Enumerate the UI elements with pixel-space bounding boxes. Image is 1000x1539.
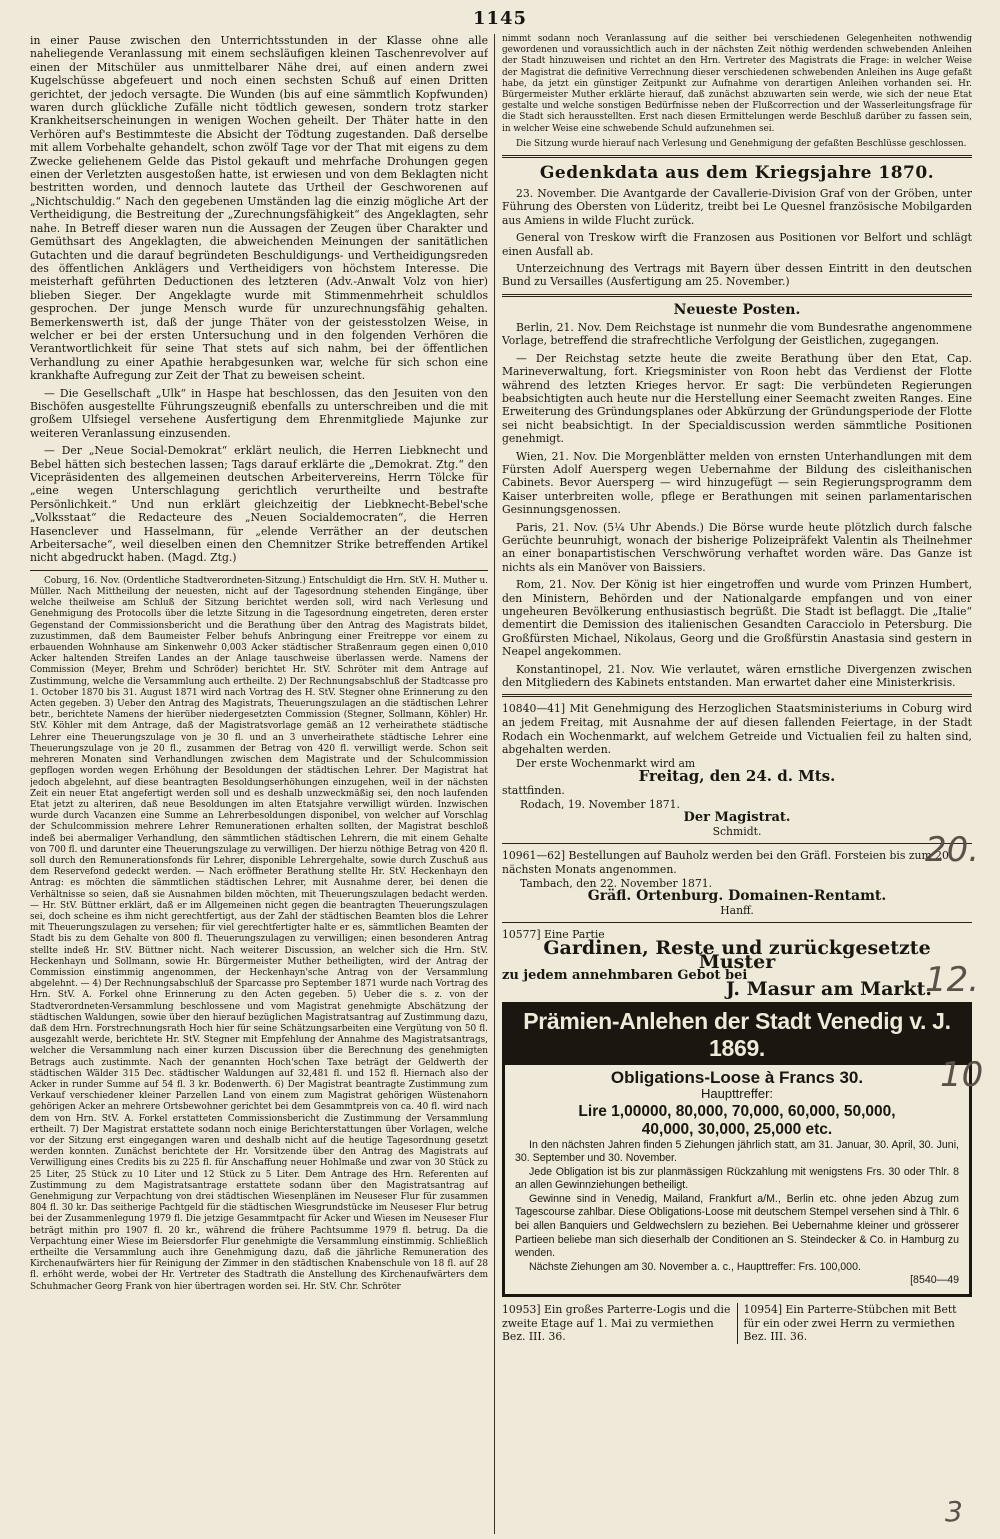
ad-text: 10840—41] Mit Genehmigung des Herzoglichen Staatsministeriums in Coburg wird an jedem Freitag, mit Ausnahme der auf diesen fallenden Feiertage, in der Stadt Rodach ein Wochenmarkt, auf welchem Getreide und Victualien feil zu halten sind, abgehalten werden. bbox=[502, 702, 972, 757]
news-konstantinopel: Konstantinopel, 21. Nov. Wie verlautet, wären ernstliche Divergenzen zwischen den Mitgliedern des Kabinets entstanden. Man erwartet daher eine Ministerkrisis. bbox=[502, 662, 972, 690]
ads-rooms bbox=[502, 1303, 972, 1344]
ad-text: 10577] Eine Partie bbox=[502, 928, 605, 942]
ad-parterre-logis: 10953] Ein großes Parterre-Logis und die zweite Etage auf 1. Mai zu vermiethen Bez. III. 36. bbox=[502, 1303, 731, 1344]
ad-signature-name: Hanff. bbox=[720, 903, 754, 917]
lottery-prizes-label: Haupttreffer: bbox=[700, 1085, 774, 1101]
article-trial: in einer Pause zwischen den Unterrichtsstunden in der Klasse ohne alle naheliegende Veranlassung mit einem sechsläufigen kleinen Taschenrevolver auf einen der Mitschüler aus unmittelbarer Nähe drei, auf einen andern zwei Kugelschüsse abgefeuert und noch einen sechsten Schuß auf einen Dritten gerichtet, der jedoch versagte. Die Wunden (bis auf eine sämmtlich Kopfwunden) waren durch glückliche Zufälle nicht tödtlich gewesen, sondern trotz starker Krankheitserscheinungen in wenigen Wochen geheilt. Der Thäter hatte in den Verhören auf's Bestimmteste die Absicht der Tödtung zugestanden. Daß derselbe mit allem Vorbehalte gehandelt, schon zwölf Tage vor der That mit eigens zu dem Zwecke geliehenem Gelde das Pistol gekauft und mehrfache Drohungen gegen einen der Verletzten ausgestoßen hatte, ist erwiesen und von dem Beklagten nicht bestritten worden, und dennoch lautete das Urtheil der Geschworenen auf „Nichtschuldig.“ Nach den gegebenen Umständen lag die einzig mögliche Art der Vertheidigung, die Bestreitung der „Zurechnungsfähigkeit“ des Angeklagten, sehr nahe. In Betreff dieser waren nun die Aussagen der Zeugen über Charakter und Gemüthsart des Angeklagten, die abweichenden Meinungen der sanitätlichen Gutachten und die darauf begründeten Beschuldigungs- und Vertheidigungsreden des öffentlichen Anklägers und Vertheidigers von höchstem Interesse. Die meisterhaft geführten Deductionen des letzteren (Adv.-Anwalt Volz von hier) blieben Sieger. Der Angeklagte wurde mit Stimmenmehrheit schuldlos gesprochen. Der junge Mensch wurde für unzurechnungsfähig gehalten. Bemerkenswerth ist, daß der junge Thäter von der geistesstolzen Weise, in welcher er bei der ersten Untersuchung und in den folgenden Verhören die Verantwortlichkeit für seine That stets auf sich nahm, bei der öffentlichen Verhandlung zu einer Apathie herabgesunken war, welche für sich schon eine krankhafte Aufregung zur Zeit der That zu beweisen scheint. bbox=[30, 34, 488, 383]
ad-headline: Gardinen, Reste und zurückgesetzte Muster bbox=[543, 936, 931, 973]
ad-venedig-lottery bbox=[502, 1002, 972, 1297]
news-wien: Wien, 21. Nov. Die Morgenblätter melden von ernsten Unterhandlungen mit dem Fürsten Adolf Auersperg wegen Uebernahme der Bildung des cisleithanischen Cabinets. Bevor Auersperg — wird hinzugefügt — sein Regierungsprogramm dem Kaiser unterbreiten wolle, pflege er Berathungen mit seinen parlamentarischen Gesinnungsgenossen. bbox=[502, 449, 972, 517]
ad-signature: Gräfl. Ortenburg. Domainen-Rentamt. bbox=[587, 888, 887, 905]
page-number: 1145 bbox=[472, 8, 528, 29]
section-rule bbox=[502, 843, 972, 844]
ad-text: Der erste Wochenmarkt wird am bbox=[516, 756, 696, 770]
ad-place: Rodach, 19. November 1871. bbox=[520, 797, 680, 811]
ad-parterre-stuebchen: 10954] Ein Parterre-Stübchen mit Bett für ein oder zwei Herrn zu vermiethen Bez. III. 36. bbox=[737, 1303, 973, 1344]
section-rule bbox=[502, 922, 972, 923]
column-divider bbox=[494, 34, 495, 1534]
lottery-text: In den nächsten Jahren finden 5 Ziehungen jährlich statt, am 31. Januar, 30. April, 30. Juni, 30. September und 30. November. bbox=[515, 1138, 959, 1165]
news-reichstag: — Der Reichstag setzte heute die zweite Berathung über den Etat, Cap. Marineverwaltung, fort. Kriegsminister von Roon hebt das Verdienst der Flotte während des letzten Krieges hervor. Er sagt: Die verbündeten Regierungen beabsichtigten auch heute nur die Herstellung einer Seemacht zweiten Ranges. Eine Erweiterung des Gründungsplanes oder Abkürzung der Gründungsperiode der Flotte sei nicht beabsichtigt. In der Specialdiscussion werden sämmtliche Positionen genehmigt. bbox=[502, 351, 972, 446]
article-coburg-continued: nimmt sodann noch Veranlassung auf die seither bei verschiedenen Gelegenheiten nothwendig gewordenen und voraussichtlich auch in der nächsten Zeit nöthig werdenden schwebenden Anleihen der Stadt hinzuweisen und richtet an den Hrn. Vertreter des Magistrats die Frage: in welcher Weise der Magistrat die definitive Verrechnung dieser verschiedenen schwebenden Anleihen ins Auge gefaßt habe, da jetzt ein günstiger Zeitpunkt zur Aufnahme von derartigen Anleihen vorhanden sei. Hr. Bürgermeister Muther erklärte hierauf, daß zunächst abzuwarten sein werde, wie sich der neue Etat gestalte und welche sonstigen Bedürfnisse neben der Flußcorrection und der Wasserleitungsfrage für die Stadt sich herausstellten. Erst nach diesen Ermittelungen werde Beschluß darüber zu fassen sein, in welcher Weise eine schwebende Schuld aufzunehmen sei. bbox=[502, 34, 972, 134]
ad-bauholz bbox=[502, 849, 972, 917]
handwritten-note: 12. bbox=[925, 960, 980, 1000]
lottery-prizes: 40,000, 30,000, 25,000 etc. bbox=[641, 1120, 833, 1138]
section-rule bbox=[502, 294, 972, 297]
news-paris: Paris, 21. Nov. (5¼ Uhr Abends.) Die Börse wurde heute plötzlich durch falsche Gerüchte beunruhigt, wonach der bisherige Polizeipräfekt Valentin als Theilnehmer an einer bonapartistischen Verschwörung verhaftet worden wäre. Das Ganze ist nichts als ein Manöver von Baissiers. bbox=[502, 520, 972, 574]
news-rom: Rom, 21. Nov. Der König ist hier eingetroffen und wurde vom Prinzen Humbert, den Ministern, Behörden und der Nationalgarde empfangen und von einer ungeheuren Bevölkerung enthusiastisch begrüßt. Die Stadt ist beflaggt. Die „Italie“ dementirt die Demission des italienischen Gesandten Caracciolo in Petersburg. Die Großfürsten Michael, Nikolaus, Georg und die Großfürstin Anastasia sind gestern in Neapel angekommen. bbox=[502, 578, 972, 659]
lottery-text: Jede Obligation ist bis zur planmässigen Rückzahlung mit wenigstens Frs. 30 oder Thlr. 8 an allen Gewinnziehungen betheiligt. bbox=[515, 1165, 959, 1192]
article-coburg-closing: Die Sitzung wurde hierauf nach Verlesung und Genehmigung der gefaßten Beschlüsse geschlossen. bbox=[516, 138, 967, 149]
ad-signature-name: Schmidt. bbox=[712, 824, 762, 838]
lottery-text: Gewinne sind in Venedig, Mailand, Frankfurt a/M., Berlin etc. ohne jeden Abzug zum Tagescourse zahlbar. Diese Obligations-Loose mit deutschem Stempel versehen sind à Thlr. 6 bei allen Banquiers und Geldwechslern zu beziehen. Bei Uebernahme kleiner und grösserer Partieen beliebe man sich dieserhalb der Conditionen an S. Steindecker & Co. in Hamburg zu wenden. bbox=[515, 1192, 959, 1260]
lottery-prizes: Lire 1,00000, 80,000, 70,000, 60,000, 50,000, bbox=[578, 1102, 896, 1120]
ad-signature: Der Magistrat. bbox=[683, 810, 791, 826]
ad-gardinen bbox=[502, 928, 972, 1000]
handwritten-note: 3 bbox=[945, 1495, 963, 1528]
section-rule bbox=[502, 694, 972, 697]
ad-text: zu jedem annehmbaren Gebot bei bbox=[502, 968, 748, 984]
heading-gedenkdata: Gedenkdata aus dem Kriegsjahre 1870. bbox=[539, 163, 935, 184]
left-column bbox=[30, 34, 488, 1534]
section-rule bbox=[30, 570, 488, 571]
ad-text: 10961—62] Bestellungen auf Bauholz werden bei den Gräfl. Forsteien bis zum 20. nächsten Monats angenommen. bbox=[502, 849, 953, 876]
lottery-subtitle: Obligations-Loose à Francs 30. bbox=[610, 1068, 864, 1088]
gedenk-entry: 23. November. Die Avantgarde der Cavallerie-Division Graf von der Gröben, unter Führung des Obersten von Lüderitz, treibt bei Le Quesnel französische Mobilgarden aus Amiens in wilde Flucht zurück. bbox=[502, 187, 972, 227]
lottery-ref: [8540—49 bbox=[910, 1274, 959, 1287]
ad-rodach-market bbox=[502, 702, 972, 838]
ad-date: Freitag, den 24. d. Mts. bbox=[638, 767, 836, 786]
lottery-text: Nächste Ziehungen am 30. November a. c., Haupttreffer: Frs. 100,000. bbox=[529, 1260, 861, 1273]
gedenk-entry: Unterzeichnung des Vertrags mit Bayern über dessen Eintritt in den deutschen Bund zu Versailles (Ausfertigung am 25. November.) bbox=[502, 262, 972, 289]
ad-text: stattfinden. bbox=[502, 784, 565, 797]
news-berlin: Berlin, 21. Nov. Dem Reichstage ist nunmehr die vom Bundesrathe angenommene Vorlage, betreffend die strafrechtliche Verfolgung der Geistlichen, zugegangen. bbox=[502, 320, 972, 348]
article-coburg-council: Coburg, 16. Nov. (Ordentliche Stadtverordneten-Sitzung.) Entschuldigt die Hrn. StV. H. Muther u. Müller. Nach Mittheilung der neuesten, nicht auf der Tagesordnung stehenden Eingänge, über welche theilweise am Schluß der Sitzung berichtet werden soll, wird nach Verlesung und Genehmigung des Protocolls über die letzte Sitzung in die Tagesordnung eingetreten, deren erster Gegenstand der Commissionsbericht und die Berathung über den Antrag des Magistrats bildet, zuzustimmen, daß dem Baumeister Felber behufs Anbringung einer Freitreppe vor einem zu erbauenden Wohnhause am Sinkenwehr 0,003 Acker städtischer Straßenraum gegen einen 0,010 Acker haltenden Streifen Landes an der Anlage tauschweise überlassen werde. Namens der Commission (Meyer, Brehm und Schröder) berichtet Hr. StV. Schröter mit dem Antrage auf Zustimmung, welche die Versammlung auch ertheilte. 2) Der Rechnungsabschluß der Stadtcasse pro 1. October 1870 bis 31. August 1871 wird nach Vortrag des H. StV. Stegner ohne Erinnerung zu den Acten gegeben. 3) Ueber den Antrag des Magistrats, Theuerungszulagen an die städtischen Lehrer betr., berichtete Namens der hierüber niedergesetzten Commission (Stegner, Sollmann, Köhler) Hr. StV. Köhler mit dem Antrage, daß der Magistratsvorlage gemäß an 12 verheirathete städtische Lehrer eine Theuerungszulage von je 30 fl. und an 3 unverheirathete städtische Lehrer eine Theuerungszulage von je 20 fl., zusammen der Betrag von 420 fl. verwilligt werde. Schon seit mehreren Monaten sind Verhandlungen zwischen dem Magistrate und der Schulcommission gepflogen worden wegen Erhöhung der Besoldungen der städtischen Lehrer. Der Magistrat hat jedoch abgelehnt, auf diese beantragten Besoldungserhöhungen einzugehen, weil in der nächsten Zeit ein neuer Etat angefertigt werden soll und es deshalb unzweckmäßig sei, den noch laufenden Etat jetzt zu alteriren, daß neue Besoldungen im alten Etatsjahre verwilligt würden. Inzwischen wurde durch Vacanzen eine Summe an Lehrerbesoldungen disponibel, von welcher auf Vorschlag der Schulcommission mehrere Lehrer Remunerationen erhalten sollten, der Magistrat beschloß indeß bei abermaliger Verhandlung, den sämmtlichen städtischen Lehrern, die mit einem Gehalte von 700 fl. und darunter eine Theuerungszulage zu verwilligen. Der hierzu nöthige Betrag von 420 fl. soll durch den Remunerationsfonds für Lehrer, disponible Lehrergehalte, sowie durch Zuschuß aus dem Reservefond gedeckt werden. — Nach eröffneter Berathung stellte Hr. StV. Heckenhayn den Antrag: es möchten die sämmtlichen städtischen Lehrer, mit Ausnahme derer, bei denen die Verhältnisse so seien, daß sie Ausnahmen bilden möchten, mit Theuerungszulagen bedacht werden. — Hr. StV. Büttner erklärt, daß er im Allgemeinen nicht gegen die beantragten Theuerungszulagen sei, doch scheine es ihm nicht gerechtfertigt, aus der Zahl der städtischen Beamten blos die Lehrer mit Theuerungszulagen zu versehen; für viel gerechtfertigter halte er es, sämmtlichen Beamten der Stadt bis zu dem Gehalte von 800 fl. Theuerungszulagen zu verwilligen; einen besonderen Antrag stellte indeß Hr. StV. Büttner nicht. Nach weiterer Discussion, an welcher sich die Hrn. StV. Heckenhayn und Sollmann, sowie Hr. Bürgermeister Muther betheiligten, wird der Antrag der Commission einstimmig angenommen, der Heckenhayn'sche Antrag von der Versammlung abgelehnt. — 4) Der Rechnungsabschluß der Sparcasse pro September 1871 wurde nach Vortrag des Hrn. StV. A. Forkel ohne Erinnerung zu den Acten gegeben. 5) Ueber die s. z. von der Stadtverordneten-Versammlung beschlossene und vom Magistrat genehmigte Abschätzung der städtischen Waldungen, sowie über den hierauf bezüglichen Magistratsantrag auf Zustimmung dazu, daß dem Hrn. Forstrechnungsrath Hoch hier für seine Schätzungsarbeiten eine Vergütung von 50 fl. ausgezahlt werde, berichtete Hr. StV. Stegner mit Empfehlung der Annahme des Magistratsantrags, welcher die Versammlung nach einer kurzen Discussion über die Berechnung des genehmigten Betrags auch zustimmte. Nach der genannten Hoch'schen Taxe beträgt der Geldwerth der städtischen Wälder 315 Dec. städtischer Waldungen auf 32,481 fl. und 152 fl. Hiernach also der Acker in runder Summe auf 54 fl. 3 kr. Bodenwerth. 6) Der Magistrat beantragte Zustimmung zum Verkauf verschiedener kleiner Parzellen Land von einem zum Magistrat gehörigen Wüstenahorn gehörigen Acker an mehrere Ortsbewohner gerichtet bei dem Gesammtpreis von ca. 40 fl. wird nach dem von Hrn. StV. A. Forkel erstatteten Commissionsbericht die Zustimmung der Versammlung ertheilt. 7) Der Magistrat erstattete sodann noch einige Berichterstattungen über Vorlagen, welche vor der Sitzung erst eingegangen waren und deshalb nicht auf die heutige Tagesordnung gesetzt werden konnten. Zunächst berichtete der Hr. Vorsitzende über den Antrag des Magistrats auf Verwilligung eines Credits bis zu 225 fl. für Anschaffung neuer Hohlmaße und zwar von 30 Stück zu 25 Liter, 25 Stück zu 10 Liter und 12 Stück zu 5 Liter. Dem Antrage des Hrn. Referenten auf Zustimmung zu dem Magistratsantrage erstattete sodann über den Magistratsantrag auf Genehmigung zur Verpachtung von drei städtischen Wiesenplänen im Neuseser Flur für zusammen 804 fl. 30 kr. Das seitherige Pachtgeld für die städtischen Wiesgrundstücke im Neuseser Flur betrug bei der Zusammenlegung 1979 fl. Die jetzige Gesammtpacht für Acker und Wiesen im Neuseser Flur beträgt mithin pro 1907 fl. 20 kr., während die frühere Pachtsumme 1979 fl. betrug. Da die Verpachtung einer Wiese im Beiersdorfer Flur genehmigte die Versammlung einstimmig. Schließlich ertheilte die Versammlung auch ihre Genehmigung dazu, daß die jährliche Remuneration des Kirchenaufwärters hier für Reinigung der Zimmer in den städtischen Knabenschule von 18 fl. auf 28 fl. erhöht werde, wobei der Hr. Vertreter des Stadtrath die Anstellung des Kirchenaufwärters dem Schuhmacher Georg Frank von hier übertragen worden sei. Hr. StV. Chr. Schröter bbox=[30, 575, 488, 1292]
gedenk-entry: General von Treskow wirft die Franzosen aus Positionen vor Belfort und schlägt einen Ausfall ab. bbox=[502, 231, 972, 258]
handwritten-note: 20. bbox=[925, 830, 980, 870]
handwritten-note: 10 bbox=[940, 1055, 984, 1095]
article-ulk: — Die Gesellschaft „Ulk“ in Haspe hat beschlossen, das den Jesuiten von den Bischöfen ausgestellte Führungszeugniß ebenfalls zu unterschreiben und die mit großem Ulfsiegel versehene Ausfertigung dem Ehrenmitgliede Majunke zur weiteren Veranlassung einzusenden. bbox=[30, 386, 488, 440]
lottery-title: Prämien-Anlehen der Stadt Venedig v. J. 1869. bbox=[505, 1005, 969, 1065]
heading-latest-news: Neueste Posten. bbox=[673, 301, 801, 318]
right-column bbox=[502, 34, 972, 1534]
ad-place: Tambach, den 22. November 1871. bbox=[520, 876, 713, 890]
section-rule bbox=[502, 155, 972, 158]
article-social-democrat: — Der „Neue Social-Demokrat“ erklärt neulich, die Herren Liebknecht und Bebel hätten sich bestechen lassen; Tags darauf erklärte die „Demokrat. Ztg.“ den Vicepräsidenten des allgemeinen deutschen Arbeitervereins, Herrn Tölcke für „eine wegen Unterschlagung gerichtlich verurtheilte und bestrafte Persönlichkeit.“ Und nun erklärt gleichzeitig der Liebknecht-Bebel'sche „Volksstaat“ die Redacteure des „Neuen Socialdemocraten“, die Herren Hasenclever und Hasselmann, für „elende Verräther an der deutschen Arbeitersache“, weil dieselben einen den Chemnitzer Strike betreffenden Artikel nicht abgedruckt haben. (Magd. Ztg.) bbox=[30, 444, 488, 565]
ad-merchant: J. Masur am Markt. bbox=[725, 977, 932, 1000]
